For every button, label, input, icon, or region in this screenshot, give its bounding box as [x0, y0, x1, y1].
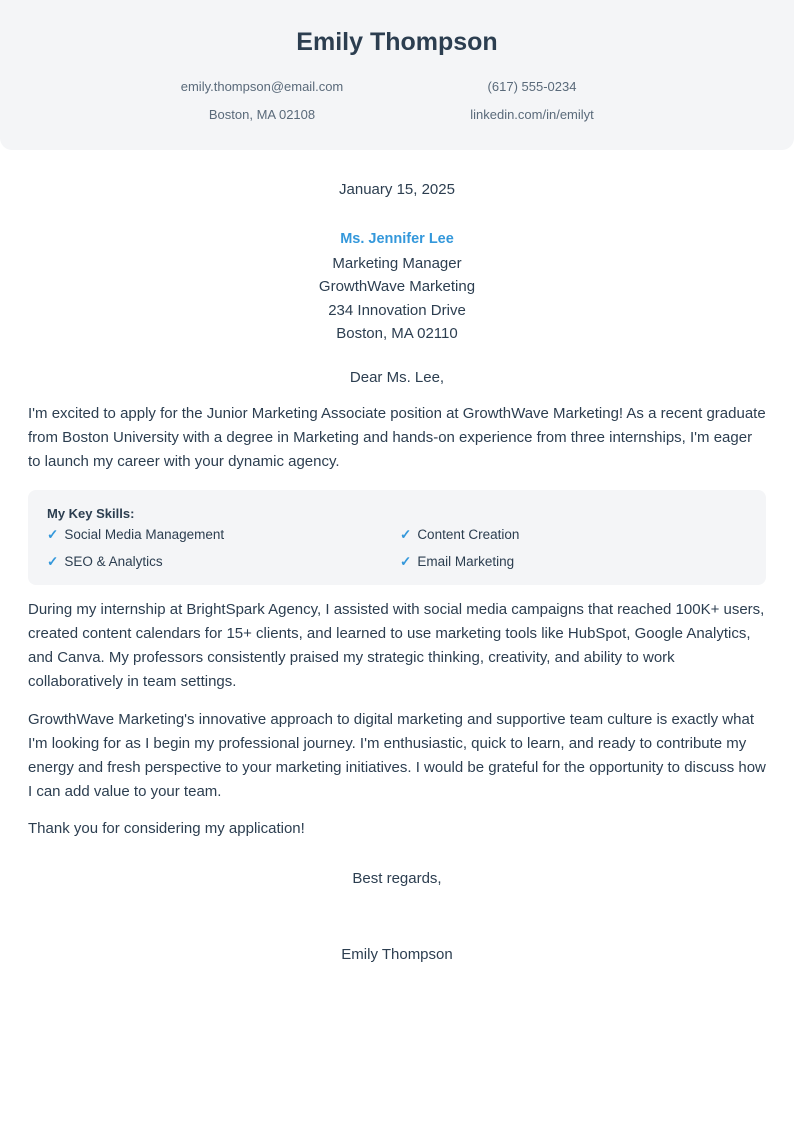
check-icon: ✓ [47, 554, 59, 569]
recipient-city: Boston, MA 02110 [336, 325, 458, 342]
signature: Emily Thompson [341, 946, 453, 963]
paragraph-intro: I'm excited to apply for the Junior Marketing Associate position at GrowthWave Marketing! As a recent graduate from Boston University with a degree in Marketing and hands-on experience from three internships, I'm eager to launch my career with your dynamic agency. [28, 405, 766, 470]
skill-item [47, 554, 163, 570]
sender-location: Boston, MA 02108 [208, 107, 316, 122]
paragraph-thanks: Thank you for considering my application! [28, 820, 305, 837]
closing: Best regards, [352, 870, 442, 887]
recipient-title: Marketing Manager [332, 254, 462, 272]
skill-label: Email Marketing [417, 554, 515, 569]
check-icon: ✓ [47, 527, 59, 542]
recipient-company: GrowthWave Marketing [318, 278, 476, 295]
check-icon: ✓ [400, 527, 412, 542]
sender-phone: (617) 555-0234 [487, 79, 577, 94]
salutation: Dear Ms. Lee, [349, 369, 445, 386]
skill-item [400, 527, 519, 543]
recipient-block [0, 228, 794, 346]
recipient-name: Ms. Jennifer Lee [340, 231, 454, 247]
paragraph-motivation: GrowthWave Marketing's innovative approach to digital marketing and supportive team culture is exactly what I'm looking for as I begin my professional journey. I'm enthusiastic, quick to learn, and ready to contribute my energy and fresh perspective to your marketing initiatives. I would be grateful for the opportunity to discuss how I can add value to your team. [28, 711, 766, 800]
skills-box [28, 490, 766, 585]
skill-label: Social Media Management [64, 527, 225, 542]
letter-header [0, 0, 794, 150]
check-icon: ✓ [400, 554, 412, 569]
paragraph-experience: During my internship at BrightSpark Agency, I assisted with social media campaigns that reached 100K+ users, created content calendars for 15+ clients, and learned to use marketing tools like HubSpot, Google Analytics, and Canva. My professors consistently praised my strategic thinking, creativity, and ability to work collaboratively in team settings. [28, 601, 765, 690]
skills-title: My Key Skills: [47, 506, 135, 521]
skill-label: Content Creation [417, 527, 520, 542]
skill-item [47, 527, 224, 543]
skill-item [400, 554, 514, 570]
skill-label: SEO & Analytics [64, 554, 163, 569]
sender-name: Emily Thompson [296, 28, 498, 56]
sender-linkedin: linkedin.com/in/emilyt [470, 107, 594, 122]
letter-date: January 15, 2025 [339, 181, 455, 198]
recipient-street: 234 Innovation Drive [328, 301, 466, 319]
sender-email: emily.thompson@email.com [180, 79, 344, 94]
